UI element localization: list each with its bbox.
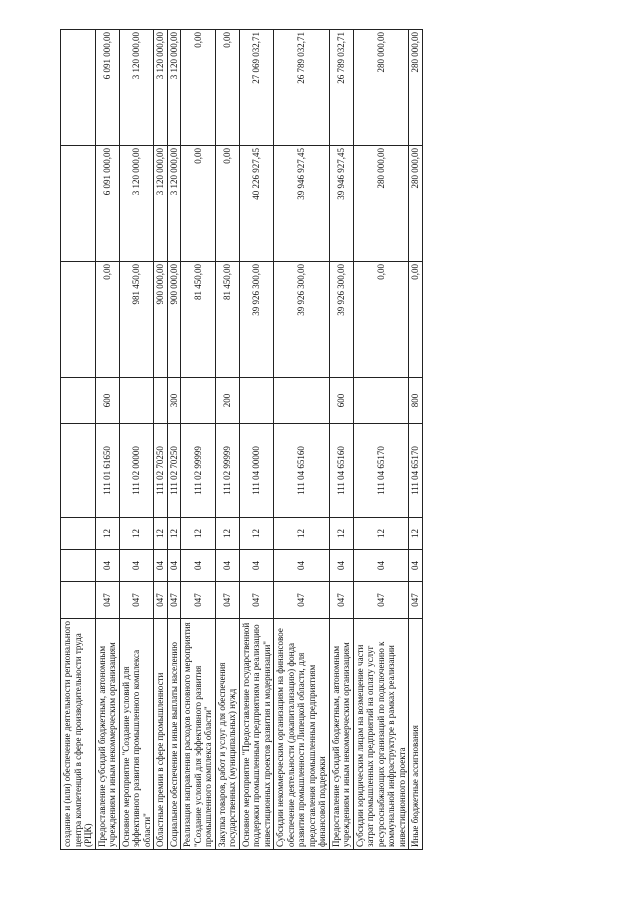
row-name-cell: Субсидии юридическим лицам на возмещение части затрат промышленных предприятий на оплату услуг ресурсоснабжающих организаций по подключению к коммунальной инфраструктуре в рамках реализации инвестиционного проекта <box>353 619 409 850</box>
expense-type-cell <box>181 378 216 424</box>
amount-cell-2: 3 120 000,00 <box>167 146 181 262</box>
table-row <box>154 30 168 850</box>
grbs-code-cell: 047 <box>215 582 239 619</box>
target-article-cell: 111 04 65160 <box>329 424 353 518</box>
amount-cell-1: 39 926 300,00 <box>274 262 330 378</box>
amount-cell-2: 280 000,00 <box>353 146 409 262</box>
amount-cell-3: 0,00 <box>215 30 239 146</box>
table-row <box>119 30 154 850</box>
table-row <box>353 30 409 850</box>
table-row <box>181 30 216 850</box>
subsection-code-cell: 12 <box>353 518 409 550</box>
amount-cell-1: 81 450,00 <box>181 262 216 378</box>
section-code-cell <box>61 550 96 582</box>
budget-table <box>60 29 423 850</box>
amount-cell-1: 81 450,00 <box>215 262 239 378</box>
amount-cell-3: 0,00 <box>181 30 216 146</box>
amount-cell-2: 3 120 000,00 <box>154 146 168 262</box>
target-article-cell: 111 02 00000 <box>119 424 154 518</box>
amount-cell-1: 981 450,00 <box>119 262 154 378</box>
subsection-code-cell: 12 <box>274 518 330 550</box>
row-name-cell: Субсидии некоммерческим организациям на финансовое обеспечение деятельности (докапитализацию) фонда развития промышленности Липецкой области, для предоставления промышленным предприятиям финансовой поддержки <box>274 619 330 850</box>
subsection-code-cell: 12 <box>409 518 423 550</box>
subsection-code-cell: 12 <box>119 518 154 550</box>
target-article-cell: 111 04 00000 <box>239 424 274 518</box>
amount-cell-3: 3 120 000,00 <box>154 30 168 146</box>
grbs-code-cell: 047 <box>239 582 274 619</box>
table-row <box>215 30 239 850</box>
target-article-cell: 111 04 65160 <box>274 424 330 518</box>
grbs-code-cell: 047 <box>274 582 330 619</box>
amount-cell-1: 900 000,00 <box>154 262 168 378</box>
expense-type-cell <box>154 378 168 424</box>
expense-type-cell: 600 <box>95 378 119 424</box>
table-row <box>61 30 96 850</box>
amount-cell-3: 280 000,00 <box>353 30 409 146</box>
amount-cell-2: 39 946 927,45 <box>329 146 353 262</box>
subsection-code-cell: 12 <box>329 518 353 550</box>
section-code-cell: 04 <box>181 550 216 582</box>
table-row <box>95 30 119 850</box>
table-row <box>239 30 274 850</box>
amount-cell-3: 3 120 000,00 <box>119 30 154 146</box>
expense-type-cell <box>61 378 96 424</box>
target-article-cell: 111 02 99999 <box>181 424 216 518</box>
expense-type-cell: 800 <box>409 378 423 424</box>
section-code-cell: 04 <box>353 550 409 582</box>
amount-cell-1: 0,00 <box>353 262 409 378</box>
section-code-cell: 04 <box>215 550 239 582</box>
section-code-cell: 04 <box>329 550 353 582</box>
amount-cell-1: 0,00 <box>95 262 119 378</box>
amount-cell-3 <box>61 30 96 146</box>
section-code-cell: 04 <box>167 550 181 582</box>
section-code-cell: 04 <box>409 550 423 582</box>
grbs-code-cell: 047 <box>353 582 409 619</box>
amount-cell-3: 280 000,00 <box>409 30 423 146</box>
amount-cell-1: 900 000,00 <box>167 262 181 378</box>
target-article-cell: 111 02 99999 <box>215 424 239 518</box>
grbs-code-cell <box>61 582 96 619</box>
amount-cell-3: 26 789 032,71 <box>274 30 330 146</box>
amount-cell-3: 6 091 000,00 <box>95 30 119 146</box>
grbs-code-cell: 047 <box>119 582 154 619</box>
row-name-cell: Социальное обеспечение и иные выплаты населению <box>167 619 181 850</box>
row-name-cell: Основное мероприятие "Предоставление государственной поддержки промышленным предприятиям на реализацию инвестиционных проектов развития и модернизации" <box>239 619 274 850</box>
grbs-code-cell: 047 <box>409 582 423 619</box>
table-body <box>61 30 423 850</box>
row-name-cell: Областные премии в сфере промышленности <box>154 619 168 850</box>
subsection-code-cell: 12 <box>154 518 168 550</box>
section-code-cell: 04 <box>119 550 154 582</box>
expense-type-cell <box>274 378 330 424</box>
row-name-cell: Реализация направления расходов основного мероприятия "Создание условий для эффективного развития промышленного комплекса области" <box>181 619 216 850</box>
amount-cell-2: 6 091 000,00 <box>95 146 119 262</box>
expense-type-cell <box>239 378 274 424</box>
amount-cell-2: 40 226 927,45 <box>239 146 274 262</box>
expense-type-cell <box>119 378 154 424</box>
expense-type-cell: 200 <box>215 378 239 424</box>
target-article-cell: 111 04 65170 <box>353 424 409 518</box>
target-article-cell: 111 01 61650 <box>95 424 119 518</box>
amount-cell-3: 3 120 000,00 <box>167 30 181 146</box>
section-code-cell: 04 <box>95 550 119 582</box>
amount-cell-2: 280 000,00 <box>409 146 423 262</box>
target-article-cell <box>61 424 96 518</box>
table-row <box>274 30 330 850</box>
subsection-code-cell: 12 <box>167 518 181 550</box>
amount-cell-2: 39 946 927,45 <box>274 146 330 262</box>
grbs-code-cell: 047 <box>181 582 216 619</box>
amount-cell-2 <box>61 146 96 262</box>
amount-cell-3: 26 789 032,71 <box>329 30 353 146</box>
row-name-cell: Предоставление субсидий бюджетным, автономным учреждениям и иным некоммерческим организациям <box>329 619 353 850</box>
amount-cell-1: 39 926 300,00 <box>239 262 274 378</box>
target-article-cell: 111 04 65170 <box>409 424 423 518</box>
section-code-cell: 04 <box>239 550 274 582</box>
expense-type-cell: 300 <box>167 378 181 424</box>
row-name-cell: Иные бюджетные ассигнования <box>409 619 423 850</box>
amount-cell-1: 39 926 300,00 <box>329 262 353 378</box>
expense-type-cell <box>353 378 409 424</box>
row-name-cell: создание и (или) обеспечение деятельности регионального центра компетенций в сфере производительности труда (РЦК) <box>61 619 96 850</box>
subsection-code-cell <box>61 518 96 550</box>
row-name-cell: Предоставление субсидий бюджетным, автономным учреждениям и иным некоммерческим организациям <box>95 619 119 850</box>
amount-cell-3: 27 069 032,71 <box>239 30 274 146</box>
table-row <box>329 30 353 850</box>
amount-cell-1 <box>61 262 96 378</box>
section-code-cell: 04 <box>154 550 168 582</box>
target-article-cell: 111 02 70250 <box>167 424 181 518</box>
amount-cell-1: 0,00 <box>409 262 423 378</box>
grbs-code-cell: 047 <box>167 582 181 619</box>
expense-type-cell: 600 <box>329 378 353 424</box>
grbs-code-cell: 047 <box>95 582 119 619</box>
rotated-page <box>60 30 600 850</box>
target-article-cell: 111 02 70250 <box>154 424 168 518</box>
row-name-cell: Основное мероприятие "Создание условий для эффективного развития промышленного комплекса области" <box>119 619 154 850</box>
subsection-code-cell: 12 <box>181 518 216 550</box>
table-row <box>167 30 181 850</box>
amount-cell-2: 3 120 000,00 <box>119 146 154 262</box>
section-code-cell: 04 <box>274 550 330 582</box>
row-name-cell: Закупка товаров, работ и услуг для обеспечения государственных (муниципальных) нужд <box>215 619 239 850</box>
subsection-code-cell: 12 <box>95 518 119 550</box>
subsection-code-cell: 12 <box>215 518 239 550</box>
table-row <box>409 30 423 850</box>
grbs-code-cell: 047 <box>329 582 353 619</box>
grbs-code-cell: 047 <box>154 582 168 619</box>
amount-cell-2: 0,00 <box>181 146 216 262</box>
subsection-code-cell: 12 <box>239 518 274 550</box>
amount-cell-2: 0,00 <box>215 146 239 262</box>
